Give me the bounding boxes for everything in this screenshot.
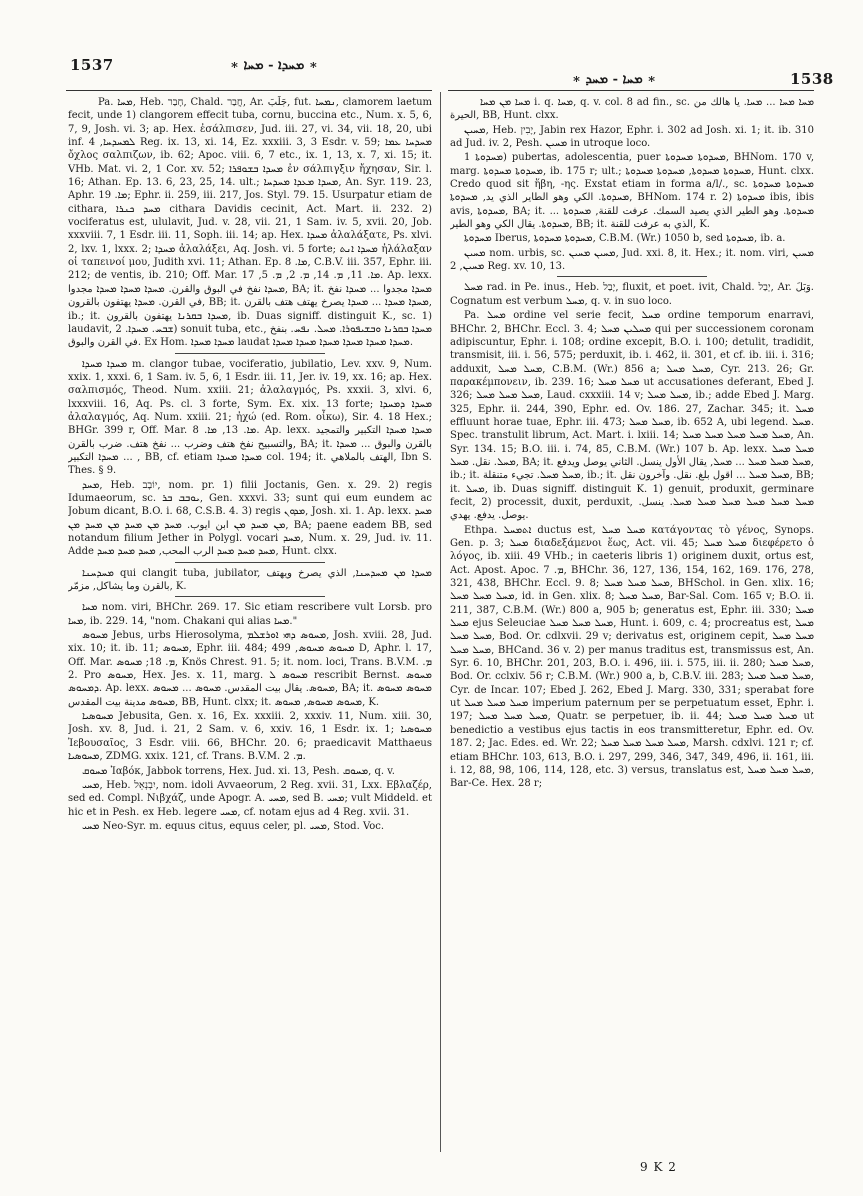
entry-jebusita: ܡܚܘܣܝܐ Jebusita, Gen. x. 16, Ex. xxxiii. 2, xxxiv. 11, Num. xiii. 30, Josh. xv. 8, Jud. i. 21, 2 Sam. v. 6, xxiv. 16, 1 Esdr. ix. 1; ܡܚܘܣܝܐ Ἰεβουσαῖος, 3 Esdr. viii. 66, BHChr. 20. 6; praedicavit Matthaeus ܡܚܘܣܝܐ, ZDMG. xxix. 121, cf. Trans. B.V.M. ܡ. 2. [68, 711, 432, 763]
entry-iq: ܡܚܐ ܡܢ ܡܚܐ i. q. ܡܚܐ, q. v. col. 8 ad fin., sc. ܡܚܐ ܡܚܐ ... ܡܚܐ. يا هالك من الحيرة, BB, Hunt. clxx. [450, 97, 814, 122]
left-column [68, 96, 432, 1156]
entry-jebus: ܡܚܘܣ Jebus, urbs Hierosolyma, ܡܚܘܣ ܕܗܝ ܐܘܪܫܠܡ, Josh. xviii. 28, Jud. xix. 10; it. ib. 11; ܡܚܘܣ, Ephr. iii. 484; ܡܚܘܣ ܡܚܘܣ, 499 D, Aphr. l. 17, Off. Mar. ܡ. 18; ܡܚܘܣ, Knös Chrest. 91. 5; it. nom. loci, Trans. B.V.M. ܡ. 2. Pro ܡܚܘܣ, Hex. Jes. x. 11, marg. ܡܚܘܣ ܠ rescribit Bernst. ܡܚܘܣ ܕܡܚܘܣ. Ap. lexx. ܡܚܘܣ. يقال بيت المقدس. ܡܚܘܣ ... ܡܚܘܣ, BA; it. ܡܚܘܣ ܡܚܘܣ ܡܚܘܣ مدينة بيت المقدس, BB, Hunt. clxx; it. ܡܚܘܣ ܡܚܘܣ, ܡܚܘܣ, K. [68, 630, 432, 708]
entry-equus: ܡܚܝ Neo-Syr. m. equus citus, equus celer, pl. ܡܚܝ, Stod. Voc. [82, 820, 385, 832]
entry-clangor: ܡܚܕܐ ܡܚܕܐ m. clangor tubae, vociferatio, jubilatio, Lev. xxv. 9, Num. xxix. 1, xxxi. 6, 1 Sam. iv. 5, 6, 1 Esdr. iii. 11, Jer. iv. 19, xx. 16; ap. Hex. σαλπισμός, Theod. Num. xxiii. 21; ἀλαλαγμός, Ps. xxxii. 3, xlvi. 6, lxxxviii. 16, Aq. Ps. cl. 3 forte, Sym. Ex. xix. 13 forte; ܡܚܕܐ ܕܡܚܕܐ ἀλαλαγμός, Aq. Num. xxiii. 21; ἠχώ (ed. Rom. οἶκω), Sir. 4. 18 Hex.; BHGr. 399 r, Off. Mar. ܡܐ. 13, ܡܐ. 8. Ap. lexx. ܡܚܕܐ ܡܚܕܐ التكبير والتمجيد والتسبيح نفخ هتف وضرب ... نفخ هتف. ضرب بالقرن, BA; it. بالقرن والبوق ... ܡܚܕܐ ܡܚܕܐ التكبير ... , BB, cf. etiam ܡܚܕܐ ܡܚܕܐ col. 194; it. الهتف بالملاهي, Ibn S. Thes. § 9. [68, 358, 432, 477]
left-running-head: ∗ ܡܚܕܐ - ܡܚܐ ∗ [230, 58, 318, 73]
entry-divider [557, 276, 707, 277]
entry-radix: ܡܚܠ rad. in Pe. inus., Heb. יָבַל, fluxit, et poet. ivit, Chald. יְבַל, Ar. وَبَلَ. Cognatum est verbum ܡܚܠ, q. v. in suo loco. [450, 282, 814, 307]
entry-divider [175, 353, 325, 354]
left-page-number: 1537 [70, 56, 114, 74]
right-running-head: ∗ ܡܚܐ - ܡܚܕ ∗ [572, 72, 657, 87]
entry-pa-ordine: Pa. ܡܚܠ ordine vel serie fecit, ܡܚܠ ordine temporum enarravi, BHChr. 2, BHChr. Eccl. 3. 4; ܡܚܠܝܢ ܡܚܠ qui per successionem coronam adipiscuntur, Ephr. i. 108; ordine excepit, B.O. i. 100; detulit, tradidit, transmisit, iii. i. 56, 575; perduxit, ib. i. 462, ii. 301, et cf. ib. iii. i. 316; adduxit, ܡܚܠ ܡܚܠ, C.B.M. (Wr.) 856 a; ܡܚܠ ܡܚܠ, Cyr. 213. 26; Gr. παρακέμπονειν, ib. 239. 16; ܡܚܠ ܡܚܠ ut accusationes deferant, Ebed J. 326; ܡܚܠ ܡܚܠ ܡܚܠ, Laud. cxxxiii. 14 v; ܡܚܠ ܡܚܠ, ib.; adde Ebed J. Marg. 325, Ephr. ii. 244, 390, Ephr. ed. Ov. 186. 27, Zachar. 345; it. ܡܚܠ effluunt horae tuae, Ephr. iii. 473; ܡܚܠ ܡܚܠ, ib. 652 A, ubi legend. ܡܚܠ. Spec. transtulit librum, Act. Mart. i. lxiii. 14; ܡܚܠ ܡܚܠ ܡܚܠ ܡܚܠ ܡܚܠ, An. Syr. 134. 15; B.O. iii. i. 74, 85, C.B.M. (Wr.) 107 b. Ap. lexx. ܡܚܠ ܡܚܠ ܡܚܠ. نقل. ܡܚܠ, BA; it. ܡܚܠ ܡܚܠ ܡܚܠ ... ܡܚܠ, يقال الأول ينسل. الثاني يوصل ويدفع, ib.; it. ܡܚܠ ܡܚܠ. تجيء متنقلة, ib.; it. ܡܚܠ ܡܚܠ ... اقول بلغ. نقل. وآخرون نقل, BB; it. ܡܚܠ, ib. Duas signiff. distinguit K. 1) genuit, produxit, germinare fecit, 2) processit, duxit, perduxit, ܡܚܠ ܡܚܠ ܡܚܠ ܡܚܠ ܡܚܠ ܡܚܠ. ينسل. يوصل. يدفع. يهدي. [450, 310, 814, 522]
entry-ethpa: Ethpa. ܐܬܡܚܠ ductus est, ܡܚܠ ܡܚܠ κατάγοντας τὸ γένος, Synops. Gen. p. 3; ܡܚܠ διαδεξάμενοι ἕως, Act. vii. 45; ܡܚܠ ܡܚܠ διεφέρετο ὁ λόγος, ib. xiii. 49 VHb.; in caeteris libris 1) originem duxit, ortus est, Act. Apost. Apoc. ܡ. 7, BHChr. 36, 127, 136, 154, 162, 169. 176, 278, 321, 438, BHChr. Eccl. 9. 8; ܡܚܠ ܡܚܠ ܡܚܠ, BHSchol. in Gen. xlix. 16; ܡܚܠ ܡܚܠ ܡܚܠ, id. in Gen. xlix. 8; ܡܚܠ ܡܚܠ, Bar-Sal. Com. 165 v; B.O. ii. 211, 387, C.B.M. (Wr.) 800 a, 905 b; generatus est, Ephr. iii. 330; ܡܚܠ ܡܚܠ ejus Seleuciae ܡܚܠ ܡܚܠ ܡܚܠ, Hunt. i. 609, c. 4; procreatus est, ܡܚܠ ܡܚܠ ܡܚܠ, Bod. Or. cdlxvii. 29 v; derivatus est, originem cepit, ܡܚܠ ܡܚܠ ܡܚܠ ܡܚܠ, BHCand. 36 v. 2) per manus traditus est, transmissus est, An. Syr. 6. 10, BHChr. 201, 203, B.O. i. 496, iii. i. 575, iii. ii. 280; ܡܚܠ ܡܚܠ, Bod. Or. cclxiv. 56 r; C.B.M. (Wr.) 900 a, b, C.B.V. iii. 283; ܡܚܠ ܡܚܠ ܡܚܠ, Cyr. de Incar. 107; Ebed J. 262, Ebed J. Marg. 330, 331; sperabat fore ut ܡܚܠ ܡܚܠ ܡܚܠ imperium paternum per se perpetuatum esset, Ephr. i. 197; ܡܚܠ ܡܚܠ ܡܚܠ, Quatr. se perpetuer, ib. ii. 44; ܡܚܠ ܡܚܠ ܡܚܠ ut benedictio a vestibus ejus tactis in eos transmitteretur, Ephr. ed. Ov. 187. 2; Jac. Edes. ed. Wr. 22; ܡܚܠ ܡܚܠ ܡܚܠ ܡܚܠ, Marsh. cdxlvi. 121 r; cf. etiam BHChr. 103, 613, B.O. i. 297, 299, 346, 347, 349, 496, ii. 161, iii. i. 12, 88, 98, 106, 114, 128, etc. 3) versus, translatus est, ܡܚܠ ܡܚܠ ܡܚܠ, Bar-Ce. Hex. 28 r; [450, 524, 814, 790]
entry-divider [175, 562, 325, 563]
entry-nom-urbis: ܡܚܝܢ nom. urbis, sc. ܡܚܝܢ ܡܚܝܢ, Jud. xxi. 8, it. Hex.; it. nom. viri, ܡܚܝܢ ܡܚܝܢ, 2 Reg. xv. 10, 13. [450, 247, 814, 273]
right-column [450, 96, 814, 1156]
entry-divider [175, 596, 325, 597]
entry-pubertas: ܡܚܕܘܬܐ 1) pubertas, adolescentia, puer ܡܚܕܘܬܐ ܡܚܕܘܬܐ, BHNom. 170 v, marg. ܡܚܕܘܬܐ ܡܚܕܘܬܐ, ib. 175 r; ult.; ܡܚܕܘܬܐ ܡܚܕܘܬܐ, ܡܚܕܘܬܐ ܡܚܕܘܬܐ, Hunt. clxx. Credo quod sit ἥβη, -ης. Exstat etiam in forma a/l/., sc. ܡܚܕܘܬܐ ܡܚܕܘܬܐ ܡܚܕܘܬܐ. الكي وهو الطاير الذي يد, ܡܚܕܘܬܐ, BHNom. 174 r. 2) ܡܚܕܘܬܐ ibis, ibis avis, ܡܚܕܘܬܐ, BA; it. ܡܚܕܘܬܐ. وهو الطير الذي يصيد السمك. عرفت للقنة, ܡܚܕܘܬܐ ... ܡܚܕܘܬܐ. يقال الكي وهو الطير, BB; it. الذي به عرفت للقنة, K. [450, 152, 814, 231]
right-header-rule [448, 90, 814, 91]
entry-nom-viri: ܡܚܐ nom. viri, BHChr. 269. 17. Sic etiam rescribere vult Lorsb. pro ܡܚܐ, ib. 229. 14, "nom. Chakani qui alias ܡܚܐ." [68, 602, 432, 627]
printer-signature: 9 K 2 [640, 1160, 677, 1174]
entry-jabbok: ܡܚܘܩ Ἰαβόκ, Jabbok torrens, Hex. Jud. xi. 13, Pesh. ܡܚܘܩ, q. v. [82, 765, 395, 777]
entry-jobab: ܡܚܕ, Heb. יוֹבָב, nom. pr. 1) filii Joctanis, Gen. x. 29. 2) regis Idumaeorum, sc. ܝܘܒܒ ܒܪ, Gen. xxxvi. 33; sunt qui eum eundem ac Jobum dicant, B.O. i. 68, C.S.B. 4. 3) regis ܡܕܘܢ, Josh. xi. 1. Ap. lexx. ܡܚܕ ܡܢ ܡܚܕ ܡܢ ابن ايوب. ܡܚܕ ܡܢ ܡܚܕ ܡܢ ܡܚܕ ܡܢ, BA; paene eadem BB, sed notandum filium Jether in Polygl. vocari ܡܚܕ, Num. x. 29, Jud. iv. 11. Adde ܡܚܕ ܡܚܕ ܡܚܕ الرب المحب, ܡܚܕ ܡܚܕ ܡܚܕ, Hunt. clxx. [68, 479, 432, 558]
left-header-rule [66, 90, 432, 91]
page-header [0, 0, 863, 100]
column-divider [440, 92, 441, 1152]
entry-jubilator: ܡܚܕܚܢܐ qui clangit tuba, jubilator, ܡܚܕܐ ܡܢ ܡܚܕܚܢܐ, الذي يصرخ ويهتف بالقرن وما يشاكل, مزمّر, K. [68, 567, 432, 593]
entry-idol: ܡܚܝ, Heb. יִבְנְאֵל, nom. idoli Avvaeorum, 2 Reg. xvii. 31, Lxx. Εβλαζέρ, sed ed. Compl. Νιβχάζ, unde Apogr. A. ܡܚܝ, sed B. ܡܚܝ; vult Middeld. et hic et in Pesh. ex Heb. legere ܡܚܝ, cf. notam ejus ad 4 Reg. xvii. 31. [68, 779, 432, 818]
right-page-number: 1538 [790, 70, 834, 88]
entry-iberus: ܡܚܕܘܬܐ Iberus, ܡܚܕܘܬܐ ܡܚܕܘܬܐ, C.B.M. (Wr.) 1050 b, sed ܡܚܕܘܬܐ, ib. a. [464, 233, 786, 245]
entry-jabin: ܡܚܝܢ, Heb. יָבִין, Jabin rex Hazor, Ephr. i. 302 ad Josh. xi. 1; it. ib. 310 ad Jud. iv. 2, Pesh. ܡܚܝܢ in utroque loco. [450, 124, 814, 150]
entry-pa-verb: Pa. ܡܚܐ, Heb. חָבַר, Chald. חֲבַר, Ar. جَلَبَ, fut. ܢܡܚܐ, clamorem laetum fecit, unde 1) clangorem effecit tuba, cornu, buccina etc., Num. x. 5, 6, 7, 9, Josh. vi. 3; ap. Hex. ἐσάλπισεν, Jud. iii. 27, vi. 34, vii. 18, 20, ubi inf. ܠܡܚܕܚܐ, 4 Reg. ix. 13, xi. 14, Ez. xxxiii. 3, 3 Esdr. v. 59; ܡܚܕܚܐ ܥܡܐ ὄχλος σαλπιζων, ib. 62; Apoc. viii. 6, 7 etc., ix. 1, 13, x. 7, xi. 15; it. VHb. Mat. vi. 2, 1 Cor. xv. 52; ܡܚܕܐ ܒܫܘܦܪܐ ἐν σάλπιγξιν ἤχησαν, Sir. l. 16; Athan. Ep. 13. 6, 23, 25, 14. ult.; ܡܚܕܐ ܡܥܕܐ ܡܚܕܚܐ, An. Syr. 119. 23, Aphr. ܡܐ. 19; Ephr. ii. 259, iii. 217, Jos. Styl. 79. 15. Usurpatur etiam de cithara, ܡܚܕ ܟܢܪܐ cithara Davidis cecinit, Act. Mart. ii. 232. 2) vociferatus est, ululavit, Jud. v. 28, vii. 21, 1 Sam. iv. 5, xvii. 20, Job. xxxviii. 7, 1 Esdr. iii. 11, Soph. iii. 14; ap. Hex. ܡܚܕܐ ἀλαλάξατε, Ps. xlvi. 2, lxv. 1, lxxx. 2; ܡܚܕܐ ἀλαλάξει, Aq. Josh. vi. 5 forte; ܡܚܕܐ ܐܢܬ ἠλάλαξαν οἱ ταπεινοί μου, Judith xvi. 11; Athan. Ep. ܡܐ. 8, C.B.V. iii. 357, Ephr. iii. 212; de ventis, ib. 210; Off. Mar. ܡܐ. 11, ܡ. 14, ܡ. 2, ܡ. 5, 17. Ap. lexx. ܡܚܕܐ نفخ في البوق والقرن. ܡܚܕܐ ܡܚܕܐ ܡܚܕܐ مجدوا, BA; it. ܡܚܕܐ مجدوا ... ܡܚܕܐ نفخ في القرن. ܡܚܕܐ يهتفون بالقرون, BB; it. ܡܚܕܐ ܡܚܕܐ ... ܡܚܕܐ يصرخ يهتف هتف بالقرن, ib.; it. ܡܚܕܐ ܒܩܪܢܐ يهتفون بالقرون, ib. Duas signiff. distinguit K., sc. 1) laudavit, ܫܒܚ. ܡܚܕܐ. 2) sonuit tuba, etc., ܡܚܕܐ ܒܩܪܢܐ ܘܒܫܝܦܘܪܐ. ܡܚܠ. ܢܦܚ. بنفخ في القرن والبوق. Ex Hom. ܡܚܕܐ ܡܚܕܐ laudat ܡܚܕܐ ܡܚܕܐ ܡܚܕܐ ܡܚܕܐ ܡܚܕܐ ܡܚܕܐ. [68, 97, 432, 349]
